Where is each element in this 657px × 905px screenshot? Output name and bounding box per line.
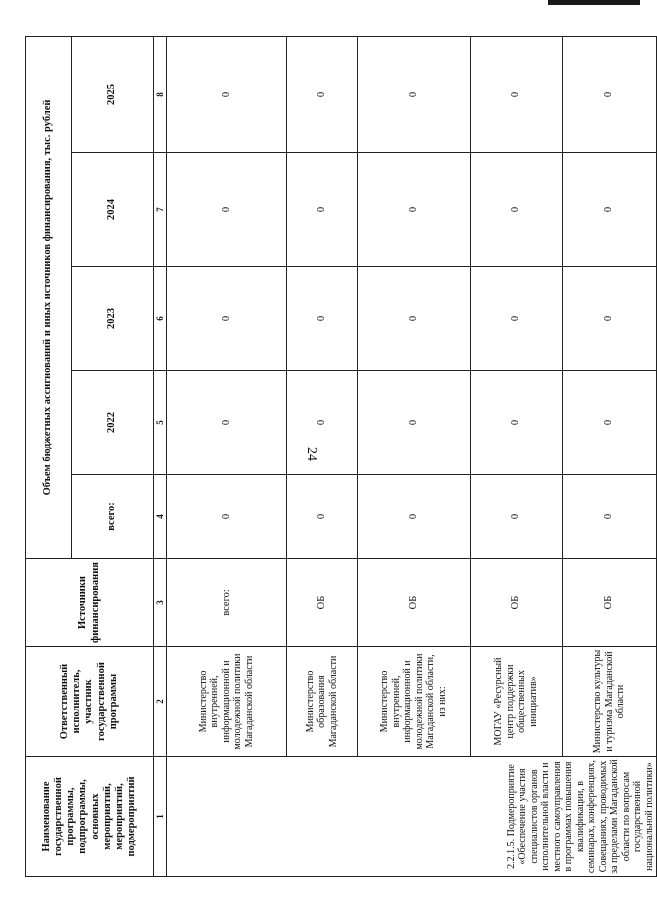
source-cell: ОБ [470,559,562,647]
table-row [562,36,656,876]
value-cell-2022: 0 [357,371,470,475]
table-row [470,36,562,876]
header-executor: Ответственный исполнитель, участник государственной программы [26,647,154,757]
source-cell: ОБ [357,559,470,647]
value-cell-2024: 0 [562,153,656,267]
value-cell-2023: 0 [562,267,656,371]
source-cell: ОБ [562,559,656,647]
value-cell-2025: 0 [562,36,656,152]
measure-name: 2.2.1.5. Подмероприятие «Обеспечение участия специалистов органов исполнительной власти и местного самоуправления в программах повышения квалификации, в семинарах, конференциях, Совещаниях, проводимых за пределами Магаданской области по вопросам государственной национальной политики» [167,757,657,877]
value-cell-2023: 0 [470,267,562,371]
table-row [287,36,358,876]
table-row [357,36,470,876]
header-year-2024: 2024 [72,153,154,267]
source-cell: всего: [167,559,287,647]
value-cell-2023: 0 [287,267,358,371]
column-index: 3 [154,559,167,647]
column-index: 1 [154,757,167,877]
scan-edge-mark [548,0,640,5]
funding-table [25,36,657,877]
value-cell-2025: 0 [470,36,562,152]
executor-cell: Министерство внутренней, информационной и молодежной политики Магаданской области [167,647,287,757]
header-year-2022: 2022 [72,371,154,475]
column-index: 2 [154,647,167,757]
value-cell-2022: 0 [470,371,562,475]
value-cell-2024: 0 [167,153,287,267]
value-cell-2023: 0 [167,267,287,371]
value-cell-2024: 0 [357,153,470,267]
header-source: Источники финансирования [26,559,154,647]
column-index: 5 [154,371,167,475]
executor-cell: Министерство культуры и туризма Магаданской области [562,647,656,757]
header-total: всего: [72,475,154,559]
source-cell: ОБ [287,559,358,647]
value-cell-2025: 0 [167,36,287,152]
total-cell: 0 [562,475,656,559]
value-cell-2025: 0 [357,36,470,152]
rotated-table-sheet [25,37,657,877]
column-index-row [154,36,167,876]
value-cell-2024: 0 [470,153,562,267]
value-cell-2024: 0 [287,153,358,267]
header-year-2025: 2025 [72,36,154,152]
executor-cell: Министерство образования Магаданской области [287,647,358,757]
column-index: 4 [154,475,167,559]
total-cell: 0 [357,475,470,559]
value-cell-2022: 0 [287,371,358,475]
total-cell: 0 [470,475,562,559]
value-cell-2022: 0 [167,371,287,475]
value-cell-2023: 0 [357,267,470,371]
value-cell-2025: 0 [287,36,358,152]
header-funding-group: Объем бюджетных ассигнований и иных источников финансирования, тыс. рублей [26,36,72,558]
column-index: 6 [154,267,167,371]
executor-cell: Министерство внутренней, информационной и молодежной политики Магаданской области, из них: [357,647,470,757]
total-cell: 0 [167,475,287,559]
header-year-2023: 2023 [72,267,154,371]
page-number: 24 [304,447,319,461]
header-name: Наименование государственной программы, подпрограммы, основных мероприятий, мероприятий, подмероприятий [26,757,154,877]
table-row [167,36,287,876]
executor-cell: МОГАУ «Ресурсный центр поддержки общественных инициатив» [470,647,562,757]
column-index: 8 [154,36,167,152]
value-cell-2022: 0 [562,371,656,475]
total-cell: 0 [287,475,358,559]
column-index: 7 [154,153,167,267]
